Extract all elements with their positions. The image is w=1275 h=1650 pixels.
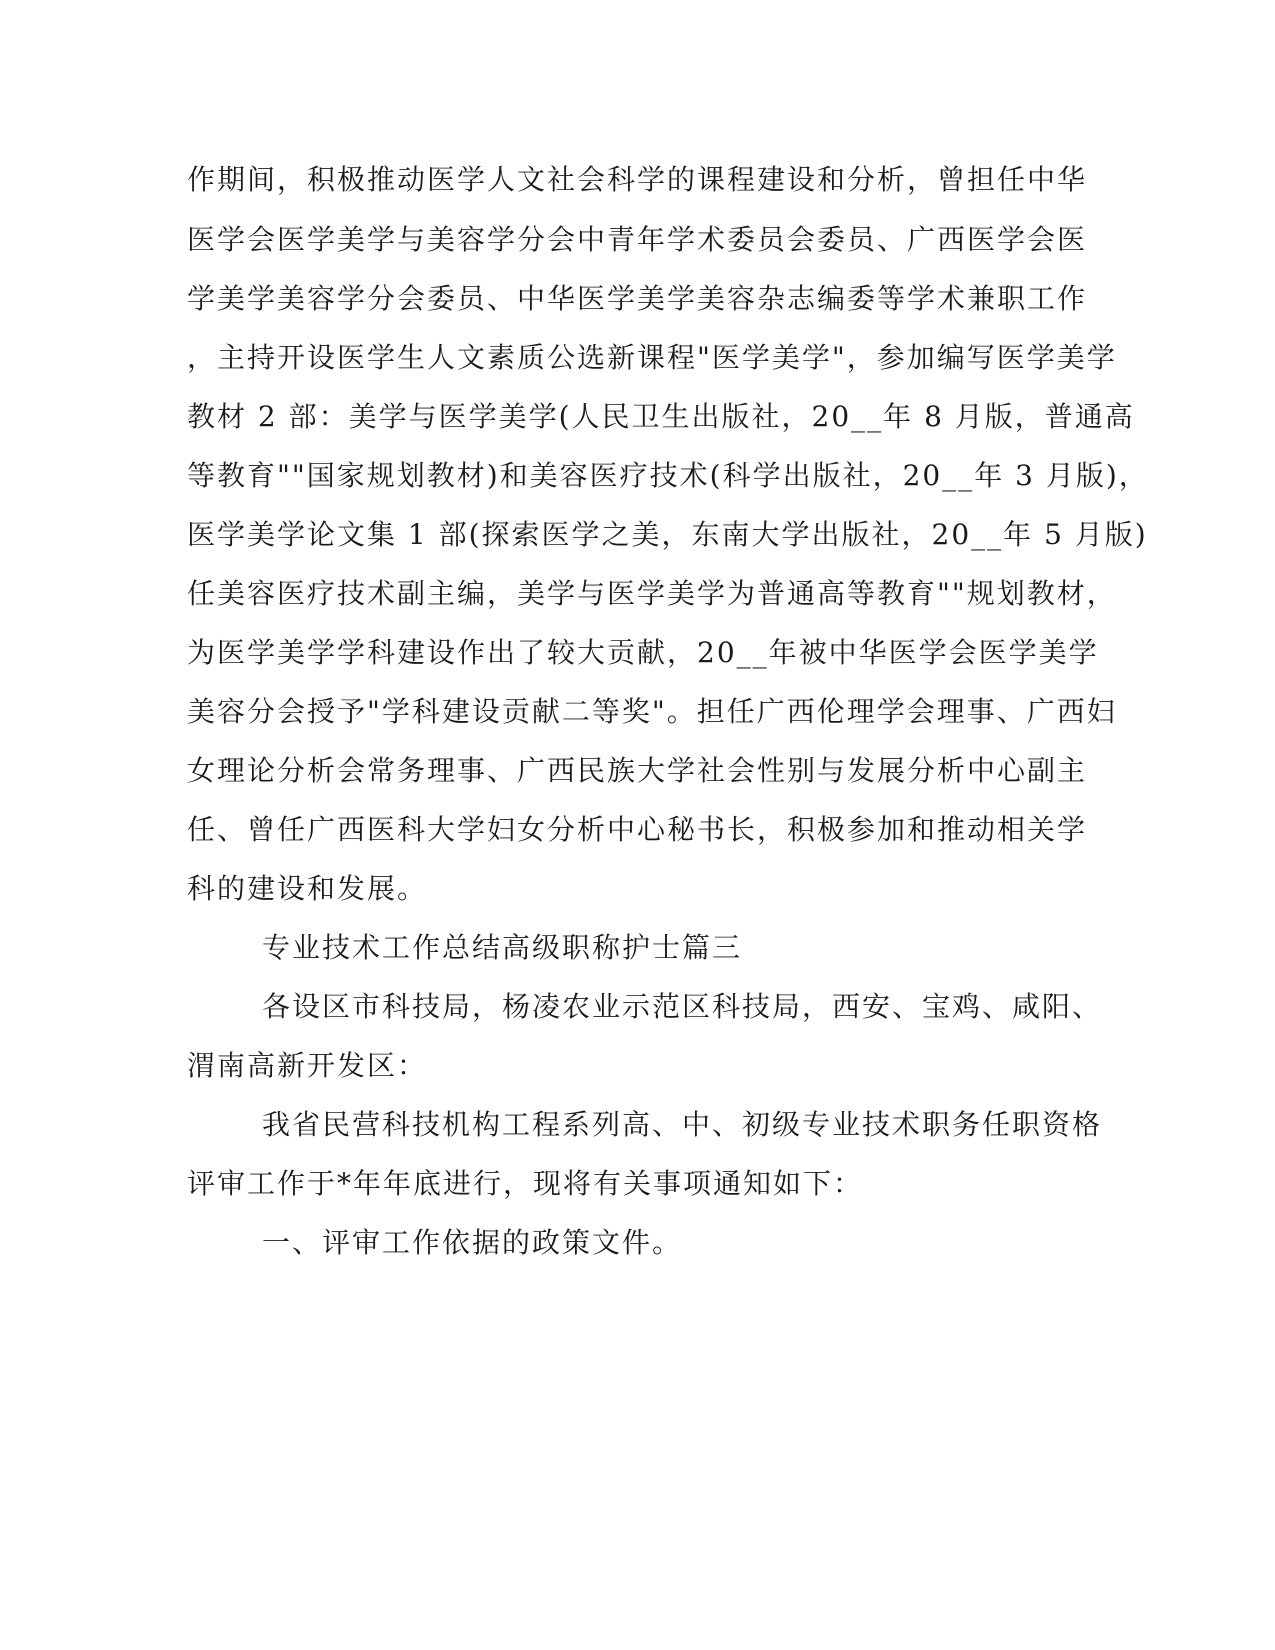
paragraph-line: ，主持开设医学生人文素质公选新课程"医学美学"，参加编写医学美学 [187, 341, 1117, 374]
paragraph-line: 科的建设和发展。 [187, 872, 428, 905]
paragraph-line: 作期间，积极推动医学人文社会科学的课程建设和分析，曾担任中华 [187, 163, 1088, 196]
paragraph-line: 医学美学论文集 1 部(探索医学之美，东南大学出版社，20__年 5 月版) [187, 518, 1148, 551]
notice-line: 我省民营科技机构工程系列高、中、初级专业技术职务任职资格 [262, 1108, 1103, 1141]
paragraph-line: 为医学美学学科建设作出了较大贡献，20__年被中华医学会医学美学 [187, 636, 1099, 669]
address-line: 渭南高新开发区： [187, 1049, 428, 1082]
paragraph-line: 医学会医学美学与美容学分会中青年学术委员会委员、广西医学会医 [187, 223, 1088, 256]
section-heading: 专业技术工作总结高级职称护士篇三 [262, 931, 743, 964]
address-line: 各设区市科技局，杨凌农业示范区科技局，西安、宝鸡、咸阳、 [262, 990, 1103, 1023]
paragraph-line: 教材 2 部：美学与医学美学(人民卫生出版社，20__年 8 月版，普通高 [187, 400, 1135, 433]
paragraph-line: 等教育""国家规划教材)和美容医疗技术(科学出版社，20__年 3 月版)， [187, 459, 1149, 492]
paragraph-line: 任美容医疗技术副主编，美学与医学美学为普通高等教育""规划教材， [187, 577, 1117, 610]
paragraph-line: 女理论分析会常务理事、广西民族大学社会性别与发展分析中心副主 [187, 754, 1088, 787]
notice-line: 评审工作于*年年底进行，现将有关事项通知如下： [187, 1167, 864, 1200]
paragraph-line: 美容分会授予"学科建设贡献二等奖"。担任广西伦理学会理事、广西妇 [187, 695, 1117, 728]
paragraph-line: 学美学美容学分会委员、中华医学美学美容杂志编委等学术兼职工作 [187, 282, 1088, 315]
paragraph-line: 任、曾任广西医科大学妇女分析中心秘书长，积极参加和推动相关学 [187, 813, 1088, 846]
section-one-heading: 一、评审工作依据的政策文件。 [262, 1226, 683, 1259]
